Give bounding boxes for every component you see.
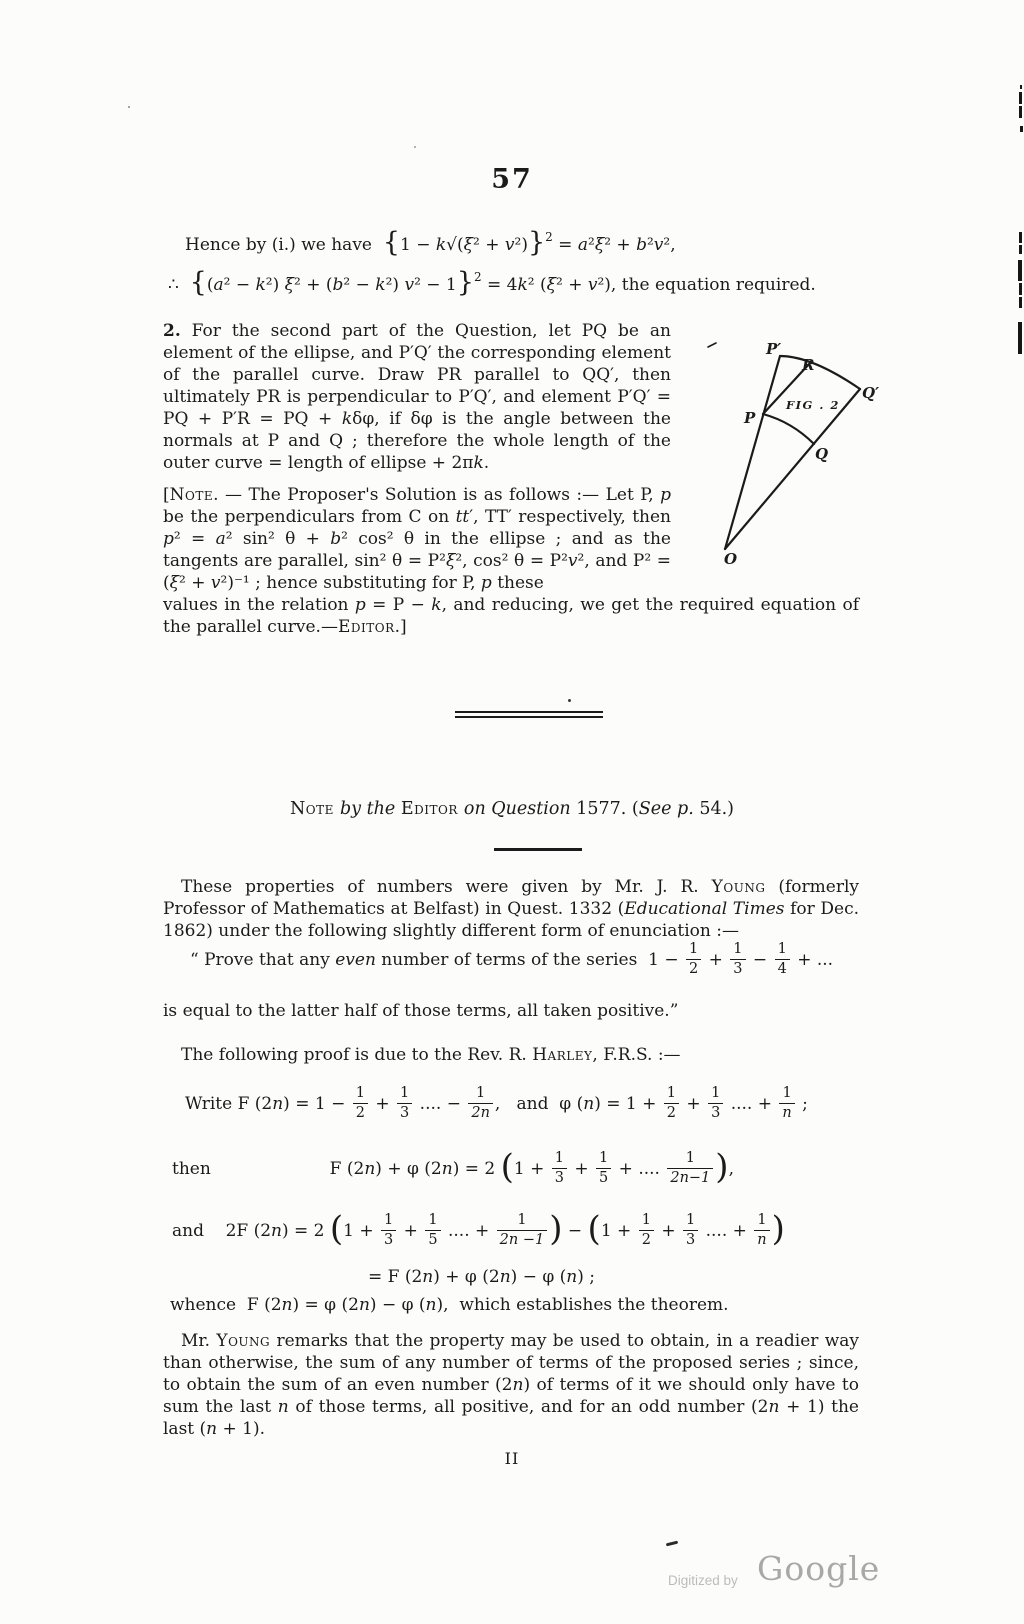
scan-artifact bbox=[1019, 245, 1022, 254]
note-paragraph-part2: values in the relation p = P − k, and reducing, we get the required equation of the parallel curve.—Editor.] bbox=[163, 595, 859, 637]
scan-artifact bbox=[1020, 85, 1022, 89]
scan-artifact bbox=[1019, 92, 1022, 104]
figure-line-OP-prime bbox=[725, 356, 780, 549]
scan-artifact bbox=[568, 699, 571, 702]
heading-rule bbox=[494, 848, 582, 851]
quote-series-line: “ Prove that any even number of terms of the series 1 − $\frac{1}{2}$ + $\frac{1}{3}$ − $\frac{1}{4}$ + ... bbox=[190, 941, 834, 977]
scan-artifact bbox=[1018, 260, 1022, 281]
divider-line-bottom bbox=[455, 716, 603, 718]
google-logo: Google bbox=[757, 1549, 881, 1588]
figure-2 bbox=[688, 326, 898, 572]
note-paragraph-part1: [Note. — The Proposer's Solution is as follows :— Let P, p be the perpendiculars from C on tt′, TT′ respectively, then p² = a² sin² θ + b² cos² θ in the ellipse ; and as the tangents are parallel, sin² θ = P²ξ², cos² θ = P²v², and P² = (ξ² + v²)⁻¹ ; hence substituting for P, p these bbox=[163, 485, 671, 593]
equation-hence: Hence by (i.) we have { 1 − k √( ξ ² + v ²) } 2 = a ² ξ ² + b ² v ², bbox=[185, 227, 676, 258]
divider-line-top bbox=[455, 711, 603, 713]
equation-chain: = F (2 n ) + φ (2 n ) − φ ( n ) ; bbox=[368, 1267, 595, 1287]
scan-artifact bbox=[1019, 283, 1022, 295]
scan-artifact bbox=[414, 146, 416, 148]
scan-artifact bbox=[1019, 232, 1022, 243]
figure-label-P-prime: P′ bbox=[766, 340, 782, 358]
scan-artifact bbox=[1019, 106, 1022, 118]
paragraph-second-part: 2. For the second part of the Question, let PQ be an element of the ellipse, and P′Q′ the corresponding element of the parallel curve. Draw PR parallel to QQ′, then ultimately PR is perpendicular to P′Q′, and element P′Q′ = PQ + P′R = PQ + kδφ, if δφ is the angle between the normals at P and Q ; therefore the whole length of the outer curve = length of ellipse + 2πk. bbox=[163, 321, 671, 473]
line-whence: whence F (2 n ) = φ (2 n ) − φ ( n ), which establishes the theorem. bbox=[170, 1295, 729, 1315]
scan-artifact bbox=[128, 106, 130, 108]
signature-mark: II bbox=[504, 1449, 520, 1468]
figure-label-O: O bbox=[724, 550, 738, 568]
figure-label-Q-prime: Q′ bbox=[862, 384, 880, 402]
scan-artifact bbox=[1018, 322, 1022, 354]
equation-then: then F (2 n ) + φ (2 n ) = 2 ( 1 + $\frac{1}{3}$ + $\frac{1}{5}$ + .... $\frac{1}{2n-1}$ ) , bbox=[172, 1147, 734, 1187]
paragraph-intro: These properties of numbers were given by Mr. J. R. Young (formerly Professor of Mathematics at Belfast) in Quest. 1332 (Educational Times for Dec. 1862) under the following slightly different form of enunciation :— bbox=[163, 877, 859, 941]
quote-line2: is equal to the latter half of those terms, all taken positive.” bbox=[163, 1001, 679, 1021]
equation-write: Write F (2 n ) = 1 − $\frac{1}{2}$ + $\frac{1}{3}$ .... − $\frac{1}{2n}$ , and φ ( n ) = 1 + $\frac{1}{2}$ + $\frac{1}{3}$ .... + $\frac{1}{n}$ ; bbox=[185, 1085, 808, 1121]
figure-arc-PQ bbox=[763, 414, 814, 444]
scan-artifact bbox=[1020, 126, 1023, 132]
section-divider-double-rule bbox=[455, 711, 603, 718]
paragraph-young-remarks: Mr. Young remarks that the property may be used to obtain, in a readier way than otherwise, the sum of any number of terms of the proposed series ; since, to obtain the sum of an even number (2n) of terms of it we should only have to sum the last n of those terms, all positive, and for an odd number (2n + 1) the last (n + 1). bbox=[163, 1331, 859, 1439]
note-heading: Note by the Editor on Question 1577. (See p. 54.) bbox=[289, 799, 735, 819]
scan-artifact bbox=[1019, 297, 1022, 308]
digitized-by-text: Digitized by bbox=[668, 1573, 738, 1588]
figure-2-drawing bbox=[688, 326, 898, 572]
figure-caption: FIG . 2 bbox=[786, 398, 840, 412]
equation-and: and 2F (2 n ) = 2 ( 1 + $\frac{1}{3}$ + $\frac{1}{5}$ .... + $\frac{1}{2n -1}$ ) − ( 1 + $\frac{1}{2}$ + $\frac{1}{3}$ .... + $\frac{1}{n}$ ) bbox=[172, 1209, 785, 1249]
figure-label-Q: Q bbox=[815, 445, 829, 463]
scan-artifact bbox=[666, 1541, 678, 1547]
figure-label-P: P bbox=[744, 409, 756, 427]
figure-label-R: R bbox=[802, 356, 815, 374]
figure-stray-tick bbox=[708, 343, 716, 347]
equation-therefore: ∴ { ( a ² − k ²) ξ ² + ( b ² − k ²) v ² − 1 } 2 = 4 k ² ( ξ ² + v ²), the equation required. bbox=[168, 267, 816, 298]
paragraph-proof-attribution: The following proof is due to the Rev. R. Harley, F.R.S. :— bbox=[181, 1045, 681, 1065]
page-number: 57 bbox=[491, 164, 533, 195]
